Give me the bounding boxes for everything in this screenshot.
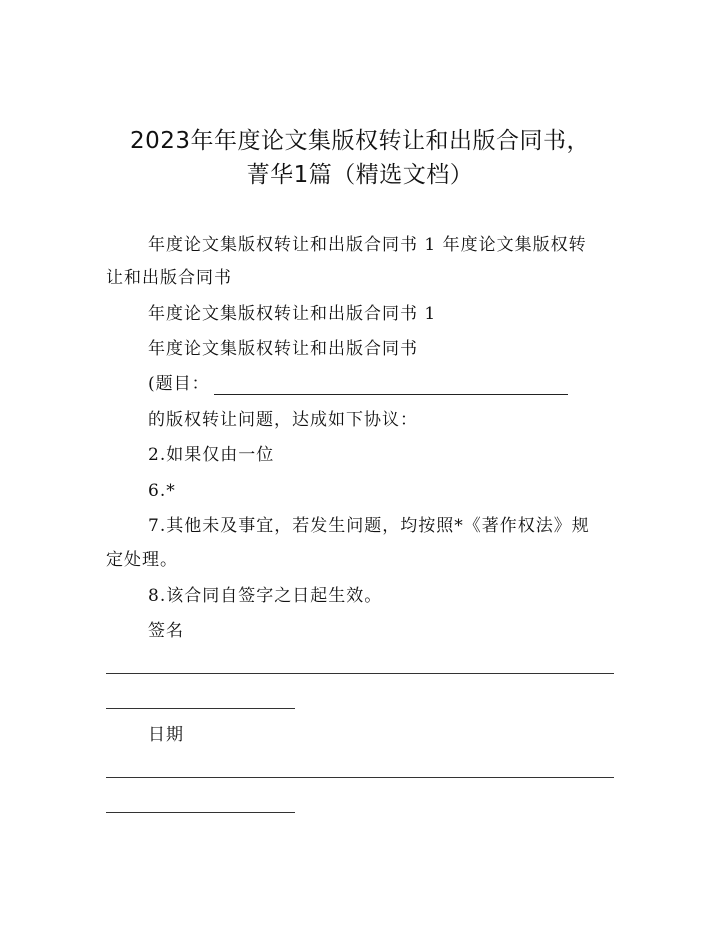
paragraph-agreement: 的版权转让问题，达成如下协议：	[148, 410, 418, 430]
clause-7-line-1: 7.其他未及事宜，若发生问题，均按照*《著作权法》规	[148, 516, 590, 536]
signature-line	[106, 673, 614, 674]
date-label: 日期	[148, 725, 184, 745]
clause-8: 8.该合同自签字之日起生效。	[148, 586, 383, 606]
document-title-line-1: 2023年年度论文集版权转让和出版合同书，	[129, 128, 591, 154]
signature-line-continuation	[106, 708, 295, 709]
document-title-line-2: 菁华1篇（精选文档）	[246, 162, 474, 188]
signature-label: 签名	[148, 621, 184, 641]
date-line-continuation	[106, 812, 295, 813]
topic-line	[148, 373, 568, 395]
date-line	[106, 777, 614, 778]
clause-7-line-2: 定处理。	[106, 550, 178, 570]
paragraph-contract-title: 年度论文集版权转让和出版合同书	[148, 339, 418, 359]
paragraph-intro-line-2: 让和出版合同书	[106, 268, 232, 288]
topic-blank-field	[214, 376, 568, 395]
clause-2: 2.如果仅由一位	[148, 445, 275, 465]
topic-label: (题目：	[148, 374, 210, 394]
paragraph-contract-ref: 年度论文集版权转让和出版合同书 1	[148, 304, 437, 324]
paragraph-intro-line-1: 年度论文集版权转让和出版合同书 1 年度论文集版权转	[148, 235, 587, 255]
clause-6: 6.*	[148, 481, 176, 501]
